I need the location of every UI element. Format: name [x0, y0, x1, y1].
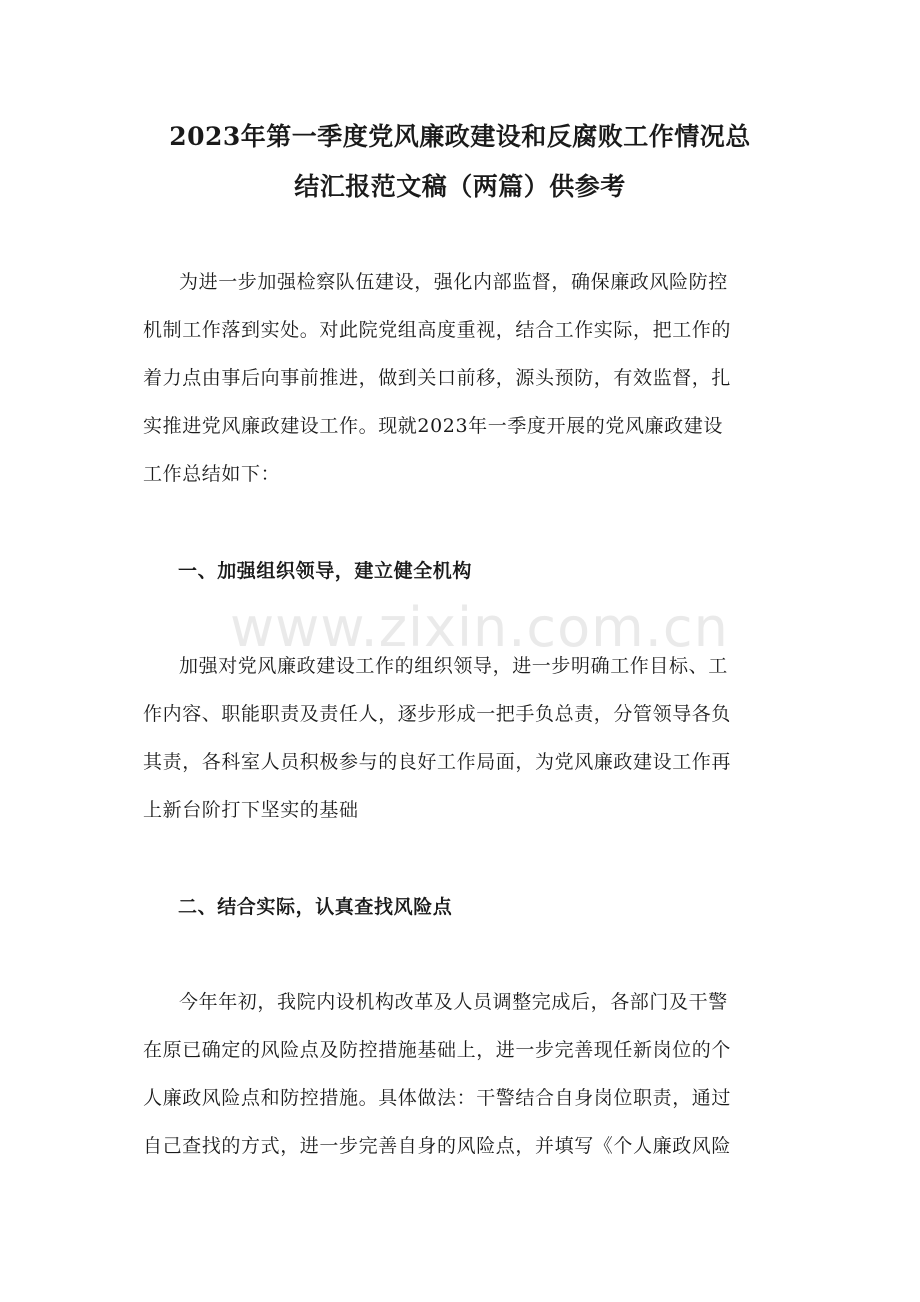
- paragraph-line: 上新台阶打下坚实的基础: [143, 799, 359, 821]
- paragraph-line: 着力点由事后向事前推进，做到关口前移，源头预防，有效监督，扎: [143, 367, 732, 389]
- section-heading-2: 二、结合实际，认真查找风险点: [178, 896, 453, 918]
- paragraph-line: 在原已确定的风险点及防控措施基础上，进一步完善现任新岗位的个: [143, 1039, 732, 1061]
- watermark-text: www.zixin.com.cn: [230, 596, 729, 659]
- paragraph-line: 今年年初，我院内设机构改革及人员调整完成后，各部门及干警: [179, 991, 728, 1013]
- title-line: 2023年第一季度党风廉政建设和反腐败工作情况总: [169, 122, 751, 151]
- paragraph-line: 为进一步加强检察队伍建设，强化内部监督，确保廉政风险防控: [179, 271, 728, 293]
- section-2-paragraph: [143, 978, 783, 1170]
- paragraph-line: 工作总结如下：: [143, 463, 281, 485]
- document-title: [120, 112, 800, 212]
- section-1-paragraph: [143, 642, 783, 834]
- section-heading-1: 一、加强组织领导，建立健全机构: [178, 560, 473, 582]
- paragraph-line: 实推进党风廉政建设工作。现就2023年一季度开展的党风廉政建设: [143, 415, 723, 437]
- paragraph-line: 加强对党风廉政建设工作的组织领导，进一步明确工作目标、工: [179, 655, 728, 677]
- paragraph-line: 作内容、职能职责及责任人，逐步形成一把手负总责，分管领导各负: [143, 703, 732, 725]
- paragraph-line: 自己查找的方式，进一步完善自身的风险点，并填写《个人廉政风险: [143, 1135, 732, 1157]
- paragraph-line: 其责，各科室人员积极参与的良好工作局面，为党风廉政建设工作再: [143, 751, 732, 773]
- paragraph-line: 机制工作落到实处。对此院党组高度重视，结合工作实际，把工作的: [143, 319, 732, 341]
- title-line: 结汇报范文稿（两篇）供参考: [294, 172, 626, 201]
- paragraph-line: 人廉政风险点和防控措施。具体做法：干警结合自身岗位职责，通过: [143, 1087, 732, 1109]
- intro-paragraph: [143, 258, 783, 498]
